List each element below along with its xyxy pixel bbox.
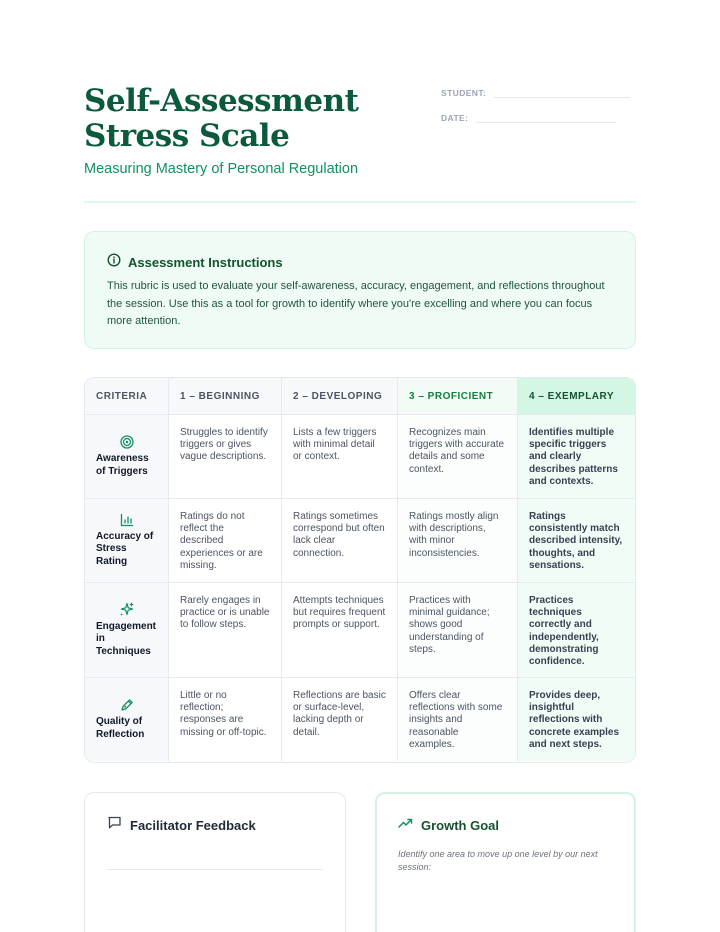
feedback-title: Facilitator Feedback bbox=[130, 817, 256, 833]
header-beginning: 1 – BEGINNING bbox=[169, 378, 282, 415]
rubric-cell: Attempts techniques but requires frequent prompts or support. bbox=[282, 583, 398, 678]
growth-goal-card bbox=[375, 792, 636, 932]
instructions-title: Assessment Instructions bbox=[128, 255, 283, 270]
info-circle-icon bbox=[107, 253, 121, 272]
rubric-cell: Offers clear reflections with some insights and reasonable examples. bbox=[398, 678, 518, 761]
instructions-text: This rubric is used to evaluate your self-awareness, accuracy, engagement, and reflections throughout the session. Use this as a tool for growth to identify where you're excelling and where you can focus more attention. bbox=[107, 280, 605, 327]
criterion-engagement bbox=[85, 583, 169, 678]
header-exemplary: 4 – EXEMPLARY bbox=[518, 378, 635, 415]
header-divider bbox=[84, 201, 636, 203]
sparkles-icon bbox=[96, 602, 157, 617]
rubric-cell: Recognizes main triggers with accurate details and some context. bbox=[398, 415, 518, 499]
rubric-cell: Rarely engages in practice or is unable to follow steps. bbox=[169, 583, 282, 678]
page-subtitle: Measuring Mastery of Personal Regulation bbox=[84, 161, 359, 177]
trending-up-icon bbox=[398, 816, 413, 834]
instructions-panel bbox=[84, 231, 636, 349]
rubric-cell: Reflections are basic or surface-level, lacking depth or detail. bbox=[282, 678, 398, 761]
header-criteria: CRITERIA bbox=[85, 378, 169, 415]
header-developing: 2 – DEVELOPING bbox=[282, 378, 398, 415]
criterion-label: Quality of Reflection bbox=[96, 716, 145, 740]
instructions-header bbox=[107, 253, 613, 272]
criterion-accuracy bbox=[85, 499, 169, 583]
criterion-label: Engagement in Techniques bbox=[96, 621, 157, 657]
page-header bbox=[84, 84, 636, 202]
goal-prompt: Identify one area to move up one level by our next session: bbox=[398, 849, 598, 872]
bar-chart-icon bbox=[96, 513, 157, 527]
feedback-input-line[interactable] bbox=[107, 869, 323, 870]
rubric-cell: Ratings sometimes correspond but often lack clear connection. bbox=[282, 499, 398, 583]
rubric-cell: Ratings do not reflect the described experiences or are missing. bbox=[169, 499, 282, 583]
page-title: Self-Assessment Stress Scale bbox=[84, 83, 359, 154]
rubric-cell: Identifies multiple specific triggers and clearly describes patterns and contexts. bbox=[518, 415, 635, 499]
student-label: STUDENT: bbox=[441, 88, 487, 98]
student-field bbox=[441, 88, 630, 98]
rubric-cell: Provides deep, insightful reflections with concrete examples and next steps. bbox=[518, 678, 635, 761]
pen-icon bbox=[96, 698, 157, 712]
rubric-table bbox=[84, 377, 636, 763]
date-field bbox=[441, 113, 616, 123]
rubric-cell: Practices with minimal guidance; shows good understanding of steps. bbox=[398, 583, 518, 678]
rubric-cell: Struggles to identify triggers or gives vague descriptions. bbox=[169, 415, 282, 499]
rubric-cell: Ratings consistently match described intensity, thoughts, and sensations. bbox=[518, 499, 635, 583]
criterion-label: Awareness of Triggers bbox=[96, 453, 149, 477]
rubric-cell: Practices techniques correctly and independently, demonstrating confidence. bbox=[518, 583, 635, 678]
target-icon bbox=[96, 435, 157, 449]
goal-title: Growth Goal bbox=[421, 817, 499, 833]
rubric-cell: Little or no reflection; responses are missing or off-topic. bbox=[169, 678, 282, 761]
criterion-reflection bbox=[85, 678, 169, 761]
rubric-cell: Ratings mostly align with descriptions, with minor inconsistencies. bbox=[398, 499, 518, 583]
date-input-line[interactable] bbox=[476, 113, 616, 123]
student-input-line[interactable] bbox=[494, 88, 630, 98]
facilitator-feedback-card bbox=[84, 792, 346, 932]
message-square-icon bbox=[107, 815, 122, 835]
rubric-cell: Lists a few triggers with minimal detail or context. bbox=[282, 415, 398, 499]
feedback-header bbox=[107, 815, 323, 835]
header-proficient: 3 – PROFICIENT bbox=[398, 378, 518, 415]
criterion-awareness bbox=[85, 415, 169, 499]
date-label: DATE: bbox=[441, 113, 469, 123]
criterion-label: Accuracy of Stress Rating bbox=[96, 531, 154, 567]
goal-header bbox=[398, 816, 613, 834]
